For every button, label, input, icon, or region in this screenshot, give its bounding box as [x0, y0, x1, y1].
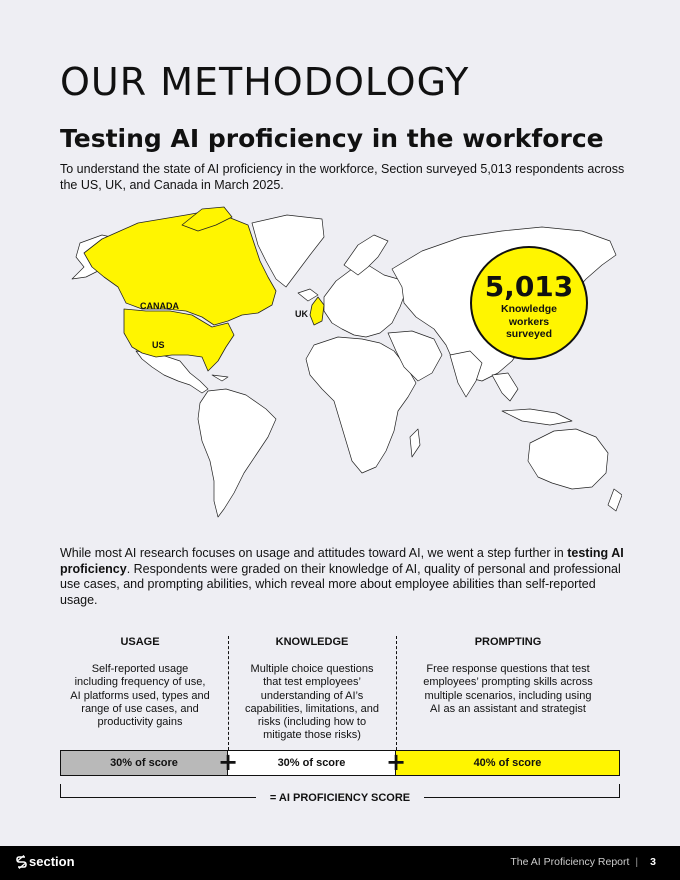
- knowledge-column: [240, 636, 384, 742]
- plus-icon: +: [386, 748, 407, 776]
- column-divider: [396, 636, 397, 750]
- map-label-canada: CANADA: [140, 301, 179, 311]
- indonesia-shape: [502, 409, 572, 425]
- usage-title: USAGE: [120, 636, 160, 648]
- intro-text: To understand the state of AI proficiency in the workforce, Section surveyed 5,013 respondents across the US, UK, and Canada in March 2025.: [60, 162, 625, 192]
- madagascar-shape: [410, 429, 420, 457]
- total-score-label: [0, 792, 680, 804]
- report-title: The AI Proficiency Report: [510, 856, 630, 868]
- respondents-caption: Knowledge workers surveyed: [500, 303, 557, 340]
- prompting-column: [420, 636, 596, 716]
- total-score-text: = AI PROFICIENCY SCORE: [256, 792, 424, 804]
- footer-separator: |: [635, 856, 639, 868]
- page-number: 3: [650, 856, 656, 868]
- new-zealand-shape: [608, 489, 622, 511]
- knowledge-title: KNOWLEDGE: [275, 636, 349, 648]
- column-divider: [228, 636, 229, 750]
- page-title: OUR METHODOLOGY: [60, 60, 470, 104]
- usage-description: Self-reported usage including frequency of use, AI platforms used, types and range of use cases, and productivity gains: [70, 663, 210, 729]
- respondents-count: 5,013: [484, 270, 574, 303]
- caribbean-shape: [212, 375, 228, 381]
- south-america-shape: [198, 389, 276, 517]
- prompting-score-segment: 40% of score: [396, 751, 619, 775]
- iceland-shape: [298, 289, 318, 301]
- europe-shape: [324, 265, 406, 337]
- australia-shape: [528, 429, 608, 489]
- map-label-uk: UK: [295, 309, 308, 319]
- prompting-title: PROMPTING: [474, 636, 542, 648]
- methodology-paragraph: [60, 546, 630, 608]
- map-label-us: US: [152, 340, 165, 350]
- section-subtitle: Testing AI proficiency in the workforce: [60, 124, 604, 153]
- respondents-stat-badge: [470, 246, 588, 360]
- paragraph-emphasis: testing AI proficiency: [60, 546, 624, 576]
- section-logo-text: section: [29, 854, 75, 869]
- paragraph-lead: While most AI research focuses on usage and attitudes toward AI, we went a step further in: [60, 546, 568, 560]
- uk-shape: [310, 297, 324, 325]
- knowledge-description: Multiple choice questions that test employees’ understanding of AI’s capabilities, limitations, and risks (including how to mitigate those risks): [245, 663, 379, 742]
- scandinavia-shape: [344, 235, 388, 275]
- india-shape: [450, 351, 482, 397]
- section-logo: [16, 854, 75, 869]
- paragraph-rest: . Respondents were graded on their knowledge of AI, quality of personal and professional use cases, and prompting abilities, which reveal more about employee abilities than self-reported usage.: [60, 561, 621, 607]
- section-logo-icon: [16, 855, 27, 869]
- prompting-description: Free response questions that test employees’ prompting skills across multiple scenarios, including using AI as an assistant and strategist: [423, 663, 593, 715]
- canada-shape: [84, 211, 276, 325]
- usage-score-segment: 30% of score: [61, 751, 228, 775]
- usage-column: [70, 636, 210, 729]
- knowledge-score-segment: 30% of score: [228, 751, 396, 775]
- southeast-asia-shape: [492, 373, 518, 401]
- footer-meta: [510, 856, 656, 868]
- plus-icon: +: [218, 748, 239, 776]
- mexico-shape: [136, 351, 208, 393]
- score-weight-bar: [60, 750, 620, 776]
- page-footer: [0, 846, 680, 880]
